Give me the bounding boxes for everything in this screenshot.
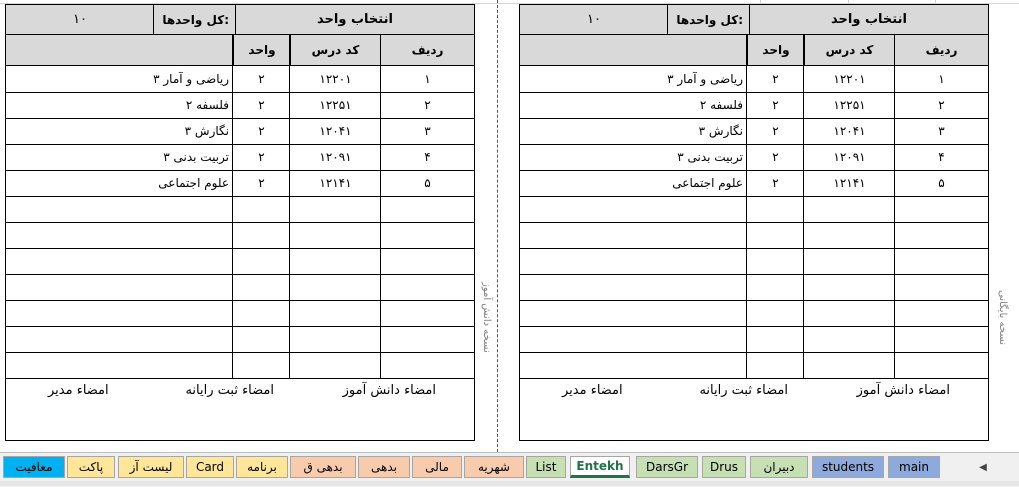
course-code: ۱۲۱۴۱ <box>833 175 866 190</box>
course-name: فلسفه ۲ <box>185 97 229 112</box>
form-header <box>6 5 474 35</box>
course-name: علوم اجتماعی <box>158 175 229 190</box>
sheet-tab-students[interactable]: students <box>812 456 884 478</box>
table-row <box>520 300 988 327</box>
course-name: ریاضی و آمار ۳ <box>153 71 229 86</box>
table-row <box>6 326 474 353</box>
course-units: ۲ <box>772 175 779 190</box>
course-units: ۲ <box>258 71 265 86</box>
course-units: ۲ <box>772 149 779 164</box>
total-units-label: کل واحدها: <box>667 5 750 34</box>
row-number: ۴ <box>938 149 945 164</box>
table-row <box>6 92 474 119</box>
sheet-tab-شهریه[interactable]: شهریه <box>464 456 524 478</box>
sheet-tab-لیست-آز[interactable]: لیست آز <box>118 456 184 478</box>
course-code: ۱۲۲۵۱ <box>833 97 866 112</box>
table-row <box>6 274 474 301</box>
column-divider <box>232 35 233 378</box>
course-code: ۱۲۰۴۱ <box>319 123 352 138</box>
form-title: انتخاب واحد <box>831 12 907 27</box>
column-header-course-code: کد درس <box>290 35 381 65</box>
course-name: فلسفه ۲ <box>699 97 743 112</box>
course-name: تربیت بدنی ۳ <box>163 149 229 164</box>
row-number: ۲ <box>424 97 431 112</box>
course-units: ۲ <box>258 149 265 164</box>
status-strip <box>0 481 1019 486</box>
course-selection-form-student-copy <box>5 4 475 441</box>
course-code: ۱۲۲۰۱ <box>833 71 866 86</box>
table-row <box>520 66 988 93</box>
total-units-label: کل واحدها: <box>153 5 236 34</box>
course-units: ۲ <box>258 123 265 138</box>
sheet-tab-برنامه[interactable]: برنامه <box>236 456 288 478</box>
column-header-row <box>6 35 474 66</box>
table-row <box>520 92 988 119</box>
column-header-units: واحد <box>233 35 290 65</box>
table-row <box>520 352 988 379</box>
row-number: ۴ <box>424 149 431 164</box>
table-row <box>6 170 474 197</box>
table-row <box>520 326 988 353</box>
total-units-value: ۱۰ <box>587 12 601 27</box>
signature-registrar: امضاء ثبت رایانه <box>185 383 274 398</box>
column-header-units: واحد <box>747 35 804 65</box>
course-name: علوم اجتماعی <box>672 175 743 190</box>
column-divider <box>289 35 290 378</box>
side-note-student-copy: نسخه دانش آموز <box>481 282 492 353</box>
row-number: ۱ <box>938 71 945 86</box>
column-divider <box>803 35 804 378</box>
sheet-tab-مالی[interactable]: مالی <box>412 456 462 478</box>
course-units: ۲ <box>772 123 779 138</box>
signature-student: امضاء دانش آموز <box>856 383 950 398</box>
form-header <box>520 5 988 35</box>
course-name: ریاضی و آمار ۳ <box>667 71 743 86</box>
sheet-tab-بدهی[interactable]: بدهی <box>358 456 410 478</box>
table-row <box>6 222 474 249</box>
sheet-tab-بدهی-ق[interactable]: بدهی ق <box>290 456 356 478</box>
signature-student: امضاء دانش آموز <box>342 383 436 398</box>
course-code: ۱۲۱۴۱ <box>319 175 352 190</box>
triangle-left-icon[interactable]: ◀ <box>979 461 987 473</box>
row-number: ۵ <box>424 175 431 190</box>
column-divider <box>894 35 895 378</box>
row-number: ۳ <box>424 123 431 138</box>
course-selection-form-archive-copy <box>519 4 989 441</box>
course-units: ۲ <box>772 97 779 112</box>
table-row <box>6 248 474 275</box>
course-units: ۲ <box>258 97 265 112</box>
column-header-course-code: کد درس <box>804 35 895 65</box>
sheet-tab-پاکت[interactable]: پاکت <box>67 456 115 478</box>
row-number: ۳ <box>938 123 945 138</box>
sheet-tab-drus[interactable]: Drus <box>702 456 746 478</box>
table-row <box>520 222 988 249</box>
table-row <box>520 248 988 275</box>
course-units: ۲ <box>772 71 779 86</box>
page-break-line <box>497 0 498 452</box>
sheet-tab-darsgr[interactable]: DarsGr <box>636 456 698 478</box>
table-row <box>520 196 988 223</box>
column-header-row-number: ردیف <box>411 43 444 57</box>
column-divider <box>380 35 381 378</box>
total-units-value: ۱۰ <box>73 12 87 27</box>
signature-registrar: امضاء ثبت رایانه <box>699 383 788 398</box>
row-number: ۲ <box>938 97 945 112</box>
sheet-tab-main[interactable]: main <box>888 456 940 478</box>
course-code: ۱۲۲۰۱ <box>319 71 352 86</box>
form-title: انتخاب واحد <box>317 12 393 27</box>
column-header-row-number: ردیف <box>925 43 958 57</box>
table-row <box>520 170 988 197</box>
table-row <box>6 144 474 171</box>
course-name: نگارش ۳ <box>698 123 743 138</box>
course-code: ۱۲۲۵۱ <box>319 97 352 112</box>
table-row <box>520 144 988 171</box>
sheet-tab-دبیران[interactable]: دبیران <box>750 456 808 478</box>
signature-manager: امضاء مدیر <box>48 383 109 398</box>
table-row <box>6 300 474 327</box>
signature-manager: امضاء مدیر <box>562 383 623 398</box>
course-name: نگارش ۳ <box>184 123 229 138</box>
course-code: ۱۲۰۴۱ <box>833 123 866 138</box>
course-units: ۲ <box>258 175 265 190</box>
table-row <box>6 352 474 379</box>
row-number: ۱ <box>424 71 431 86</box>
course-name: تربیت بدنی ۳ <box>677 149 743 164</box>
table-row <box>520 118 988 145</box>
sheet-tab-معافیت[interactable]: معافیت <box>3 456 65 478</box>
column-divider <box>746 35 747 378</box>
sheet-tab-entekh[interactable]: Entekh <box>570 456 630 478</box>
table-row <box>6 118 474 145</box>
sheet-tab-list[interactable]: List <box>526 456 566 478</box>
table-row <box>520 274 988 301</box>
side-note-archive-copy: نسخه بایگانی <box>997 290 1008 345</box>
course-code: ۱۲۰۹۱ <box>833 149 866 164</box>
course-code: ۱۲۰۹۱ <box>319 149 352 164</box>
sheet-tab-card[interactable]: Card <box>186 456 234 478</box>
table-row <box>6 196 474 223</box>
column-header-row <box>520 35 988 66</box>
table-row <box>6 66 474 93</box>
row-number: ۵ <box>938 175 945 190</box>
